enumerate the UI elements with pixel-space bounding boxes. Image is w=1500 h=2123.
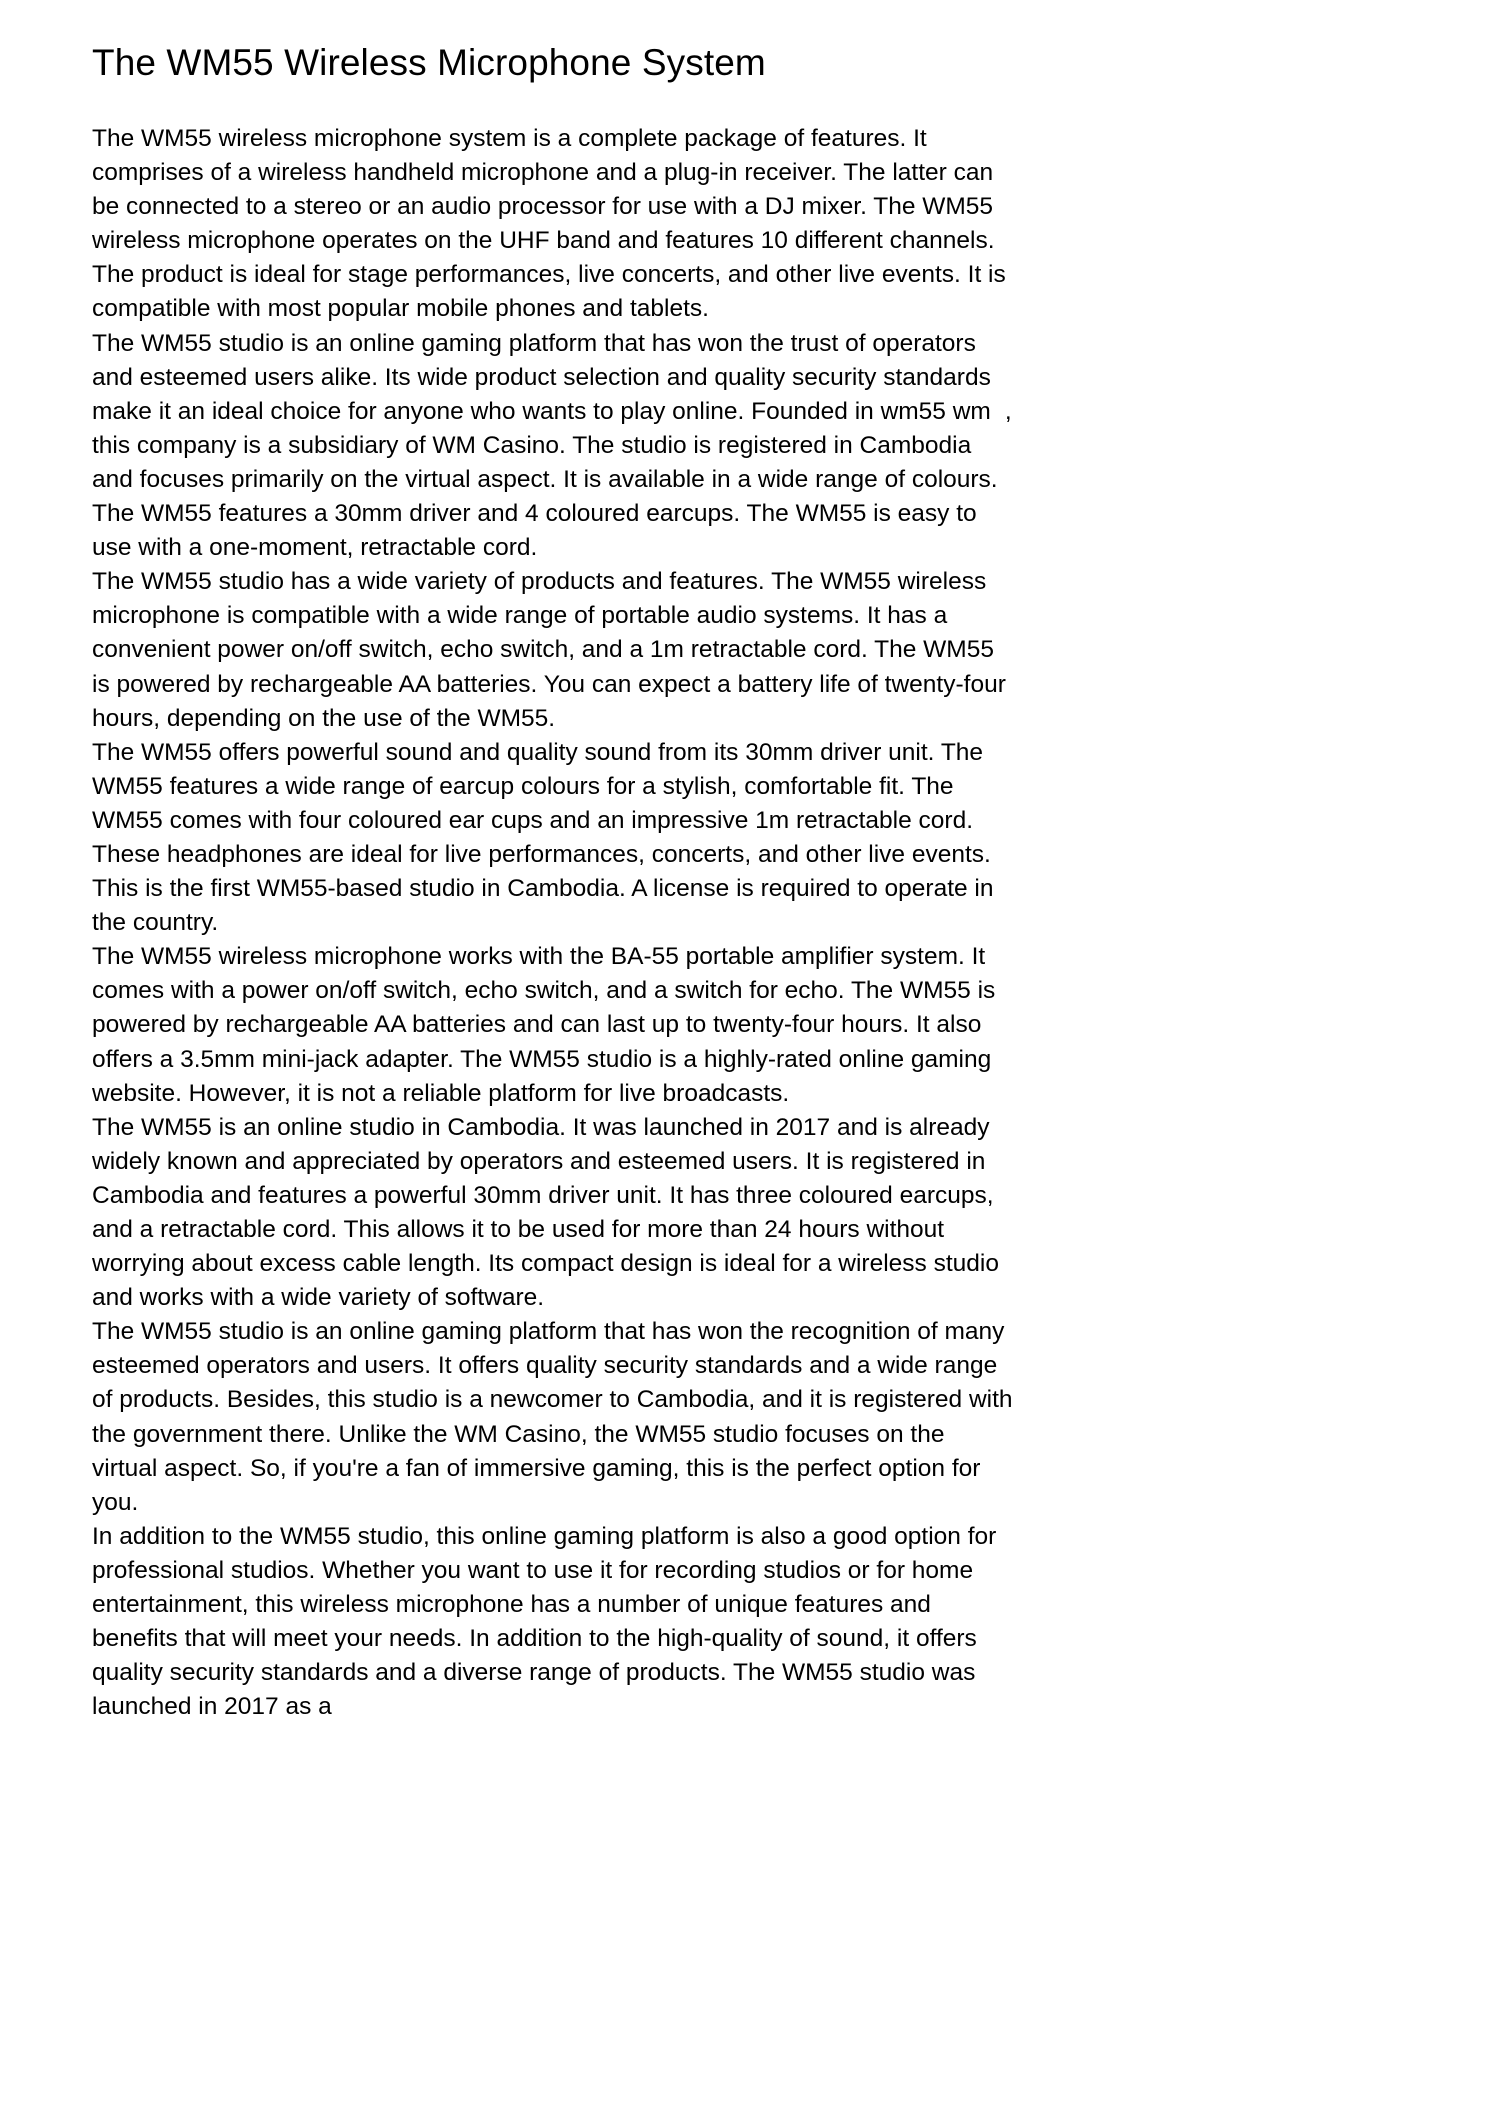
paragraph-4: The WM55 offers powerful sound and quality sound from its 30mm driver unit. The WM55 features a wide range of earcup colours for a stylish, comfortable fit. The WM55 comes with four coloured ear cups and an impressive 1m retractable cord. These headphones are ideal for live performances, concerts, and other live events. This is the first WM55-based studio in Cambodia. A license is required to operate in the country.: [92, 738, 994, 937]
paragraph-2: [92, 327, 1014, 566]
paragraph-5: The WM55 wireless microphone works with the BA-55 portable amplifier system. It comes with a power on/off switch, echo switch, and a switch for echo. The WM55 is powered by rechargeable AA batteries and can last up to twenty-four hours. It also offers a 3.5mm mini-jack adapter. The WM55 studio is a highly-rated online gaming website. However, it is not a reliable platform for live broadcasts.: [92, 943, 996, 1107]
paragraph-2-text-after-gap: , this company is a subsidiary of WM Casino. The studio is registered in Cambodia and focuses primarily on the virtual aspect. It is available in a wide range of colours. The WM55 features a 30mm driver and 4 coloured earcups. The WM55 is easy to use with a one-moment, retractable cord.: [92, 397, 1012, 562]
paragraph-7: The WM55 studio is an online gaming platform that has won the recognition of many esteemed operators and users. It offers quality security standards and a wide range of products. Besides, this studio is a newcomer to Cambodia, and it is registered with the government there. Unlike the WM Casino, the WM55 studio focuses on the virtual aspect. So, if you're a fan of immersive gaming, this is the perfect option for you.: [92, 1318, 1013, 1516]
paragraph-2-text-before-gap: The WM55 studio is an online gaming platform that has won the trust of operators and esteemed users alike. Its wide product selection and quality security standards make it an ideal choice for anyone who wants to play online. Founded in wm55 wm: [92, 329, 991, 425]
document-body: [92, 122, 1014, 1724]
page-title: The WM55 Wireless Microphone System: [92, 42, 766, 83]
paragraph-1: The WM55 wireless microphone system is a complete package of features. It comprises of a wireless handheld microphone and a plug-in receiver. The latter can be connected to a stereo or an audio processor for use with a DJ mixer. The WM55 wireless microphone operates on the UHF band and features 10 different channels. The product is ideal for stage performances, live concerts, and other live events. It is compatible with most popular mobile phones and tablets.: [92, 125, 1006, 323]
paragraph-6: The WM55 is an online studio in Cambodia. It was launched in 2017 and is already widely known and appreciated by operators and esteemed users. It is registered in Cambodia and features a powerful 30mm driver unit. It has three coloured earcups, and a retractable cord. This allows it to be used for more than 24 hours without worrying about excess cable length. Its compact design is ideal for a wireless studio and works with a wide variety of software.: [92, 1113, 999, 1312]
paragraph-3: The WM55 studio has a wide variety of products and features. The WM55 wireless microphone is compatible with a wide range of portable audio systems. It has a convenient power on/off switch, echo switch, and a 1m retractable cord. The WM55 is powered by rechargeable AA batteries. You can expect a battery life of twenty-four hours, depending on the use of the WM55.: [92, 568, 1006, 732]
paragraph-8: In addition to the WM55 studio, this online gaming platform is also a good option for professional studios. Whether you want to use it for recording studios or for home entertainment, this wireless microphone has a number of unique features and benefits that will meet your needs. In addition to the high-quality of sound, it offers quality security standards and a diverse range of products. The WM55 studio was launched in 2017 as a: [92, 1522, 997, 1721]
